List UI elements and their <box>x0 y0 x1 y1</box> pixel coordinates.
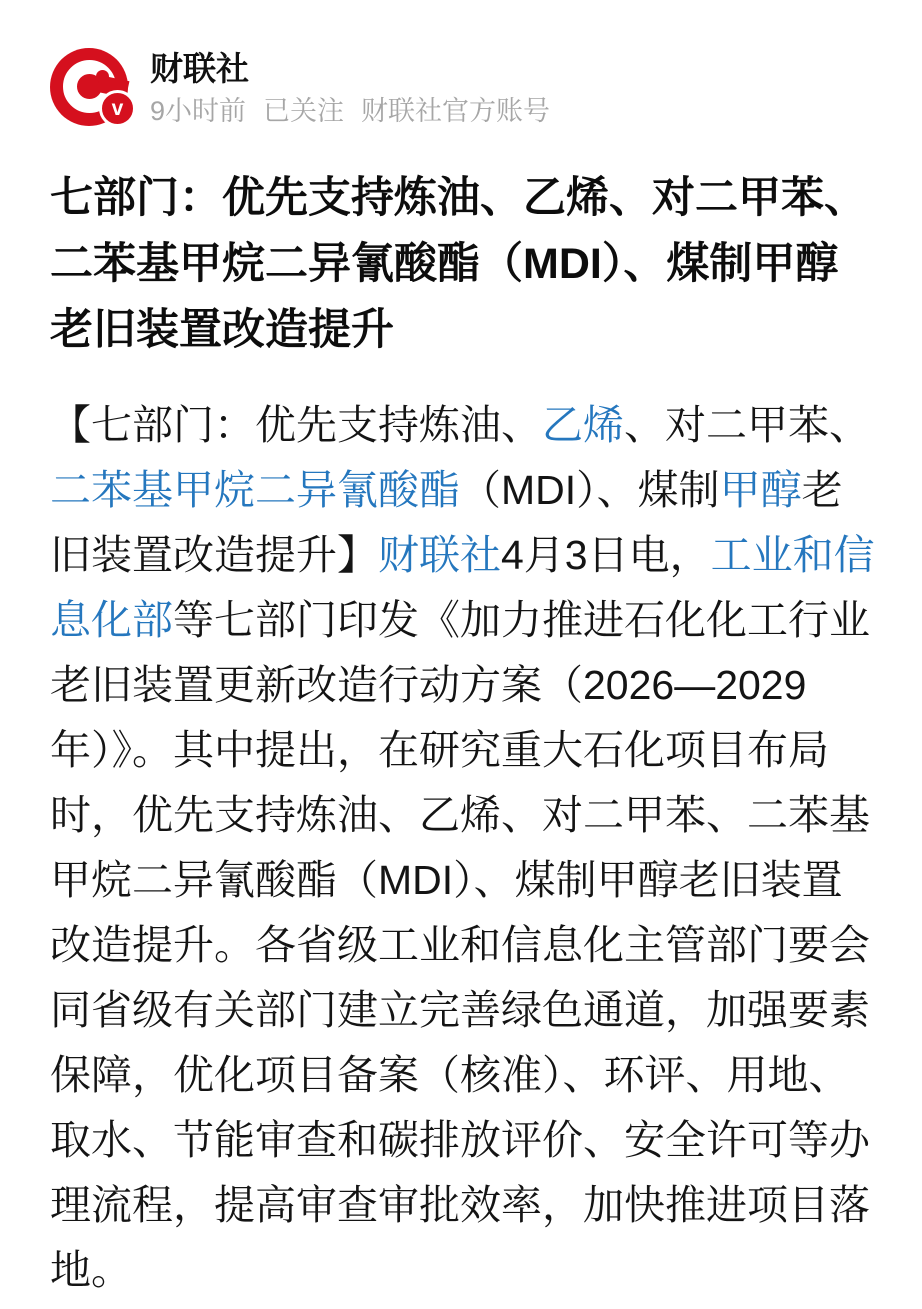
post-meta <box>150 97 550 127</box>
body-segment: 、对二甲苯、 <box>624 401 870 448</box>
publisher-name[interactable]: 财联社 <box>150 50 249 87</box>
link-ethylene[interactable]: 乙烯 <box>542 401 624 448</box>
follow-status[interactable]: 已关注 <box>263 95 345 126</box>
body-segment: 【七部门：优先支持炼油、 <box>50 401 542 448</box>
publisher-info <box>150 48 550 127</box>
post-time: 9小时前 <box>150 95 247 126</box>
link-miit[interactable]: 工业和信息化部 <box>50 531 875 643</box>
body-segment: （MDI）、煤制 <box>460 466 720 513</box>
verified-badge-letter: v <box>111 97 124 120</box>
publisher-avatar[interactable] <box>50 48 128 126</box>
link-cailianshe[interactable]: 财联社 <box>378 531 501 578</box>
link-mdi-chemical[interactable]: 二苯基甲烷二异氰酸酯 <box>50 466 460 513</box>
body-segment: 等七部门印发《加力推进石化化工行业老旧装置更新改造行动方案（2026—2029年）》。其中提出，在研究重大石化项目布局时，优先支持炼油、乙烯、对二甲苯、二苯基甲烷二异氰酸酯（MDI）、煤制甲醇老旧装置改造提升。各省级工业和信息化主管部门要会同省级有关部门建立完善绿色通道，加强要素保障，优化项目备案（核准）、环评、用地、取水、节能审查和碳排放评价、安全许可等办理流程，提高审查审批效率，加快推进项目落地。 <box>50 596 870 1293</box>
link-methanol[interactable]: 甲醇 <box>719 466 802 513</box>
verified-badge-icon <box>99 90 136 127</box>
body-segment: 老旧装置改造提升】 <box>50 466 843 578</box>
article-body <box>50 393 876 1303</box>
body-segment: 4月3日电， <box>501 531 711 578</box>
article-headline: 七部门：优先支持炼油、乙烯、对二甲苯、二苯基甲烷二异氰酸酯（MDI）、煤制甲醇老旧装置改造提升 <box>50 173 867 354</box>
account-type-label: 财联社官方账号 <box>361 95 551 126</box>
post-header <box>50 48 876 127</box>
